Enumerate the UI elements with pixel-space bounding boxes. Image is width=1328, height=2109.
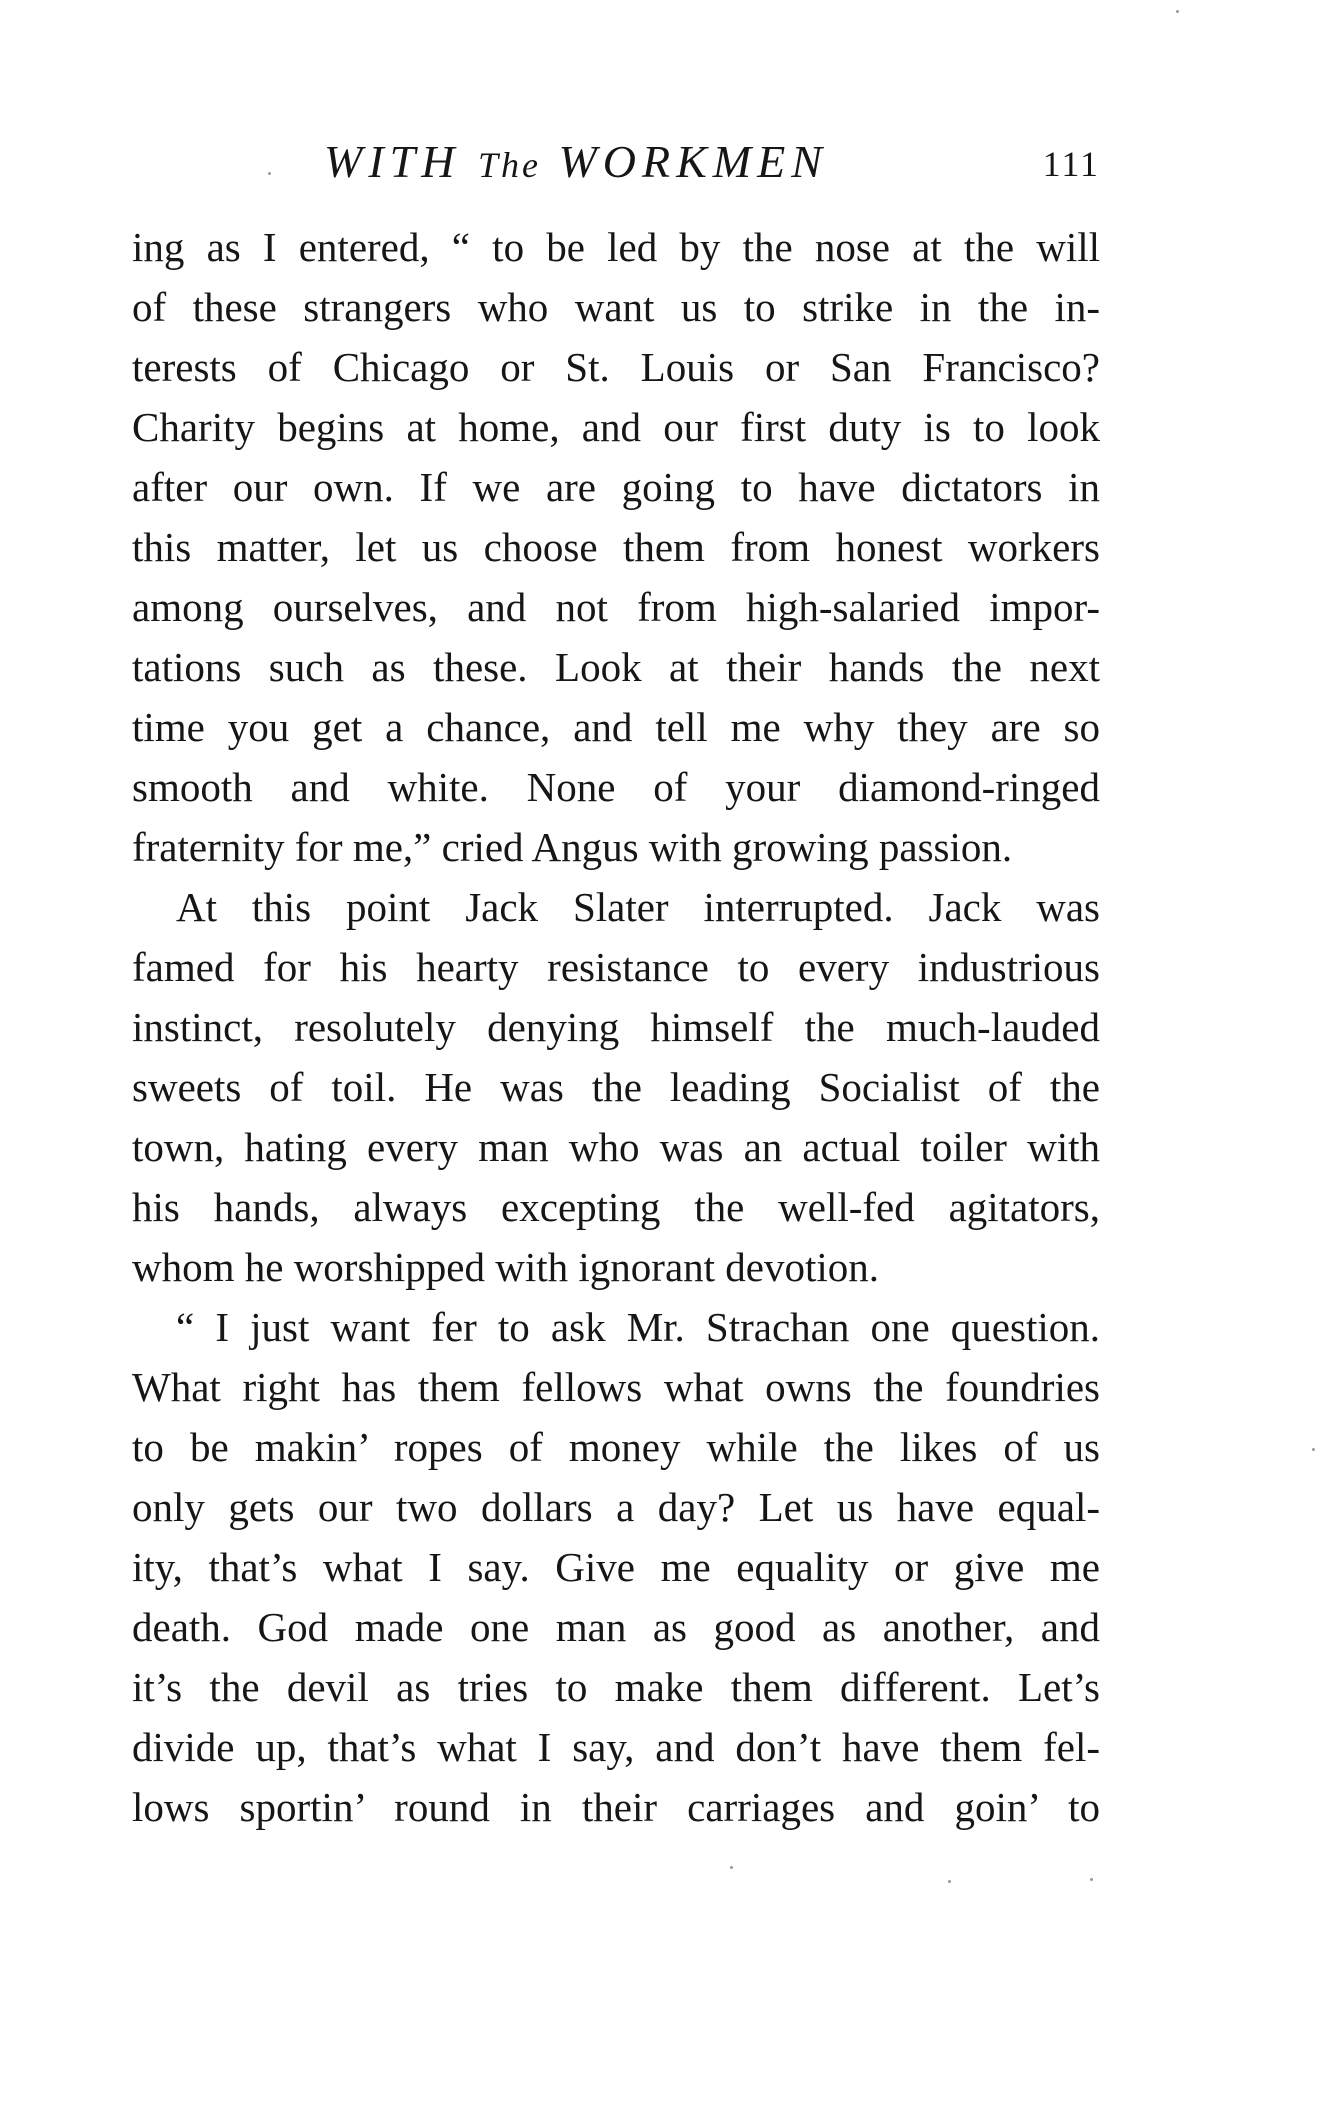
text-line: What right has them fellows what owns the foundries xyxy=(132,1364,1100,1410)
text-line: his hands, always excepting the well-fed agitators, xyxy=(132,1184,1100,1230)
text-line: death. God made one man as good as another, and xyxy=(132,1604,1100,1650)
paper-speck xyxy=(1312,1448,1315,1451)
running-head xyxy=(132,132,1100,192)
running-title xyxy=(324,132,828,195)
text-line: tations such as these. Look at their hands the next xyxy=(132,644,1100,690)
text-line: after our own. If we are going to have dictators in xyxy=(132,464,1100,510)
running-title-workmen: WORKMEN xyxy=(558,136,828,187)
text-line: town, hating every man who was an actual toiler with xyxy=(132,1124,1100,1170)
text-line: smooth and white. None of your diamond-ringed xyxy=(132,764,1100,810)
text-line: ity, that’s what I say. Give me equality or give me xyxy=(132,1544,1100,1590)
paragraph-start-line: At this point Jack Slater interrupted. Jack was xyxy=(176,884,1100,930)
text-line: lows sportin’ round in their carriages and goin’ to xyxy=(132,1784,1100,1830)
paper-speck xyxy=(1176,10,1179,13)
page-number: 111 xyxy=(1042,144,1100,184)
text-line: among ourselves, and not from high-salaried impor- xyxy=(132,584,1100,630)
paragraph-end-line: fraternity for me,” cried Angus with growing passion. xyxy=(132,824,1013,870)
text-line: it’s the devil as tries to make them different. Let’s xyxy=(132,1664,1100,1710)
text-line: Charity begins at home, and our first duty is to look xyxy=(132,404,1100,450)
text-line: divide up, that’s what I say, and don’t have them fel- xyxy=(132,1724,1100,1770)
text-line: instinct, resolutely denying himself the much-lauded xyxy=(132,1004,1100,1050)
paragraph-end-line: whom he worshipped with ignorant devotion. xyxy=(132,1244,880,1290)
text-line: sweets of toil. He was the leading Socialist of the xyxy=(132,1064,1100,1110)
text-line: this matter, let us choose them from honest workers xyxy=(132,524,1100,570)
text-line: to be makin’ ropes of money while the likes of us xyxy=(132,1424,1100,1470)
text-line: of these strangers who want us to strike in the in- xyxy=(132,284,1100,330)
running-title-the: The xyxy=(477,145,541,185)
paper-speck xyxy=(948,1880,951,1883)
paragraph-start-line: “ I just want fer to ask Mr. Strachan one question. xyxy=(176,1304,1100,1350)
text-line: time you get a chance, and tell me why they are so xyxy=(132,704,1100,750)
paper-speck xyxy=(268,172,271,175)
body-text xyxy=(132,217,1100,1837)
text-line: famed for his hearty resistance to every industrious xyxy=(132,944,1100,990)
running-title-with: WITH xyxy=(324,136,461,187)
paper-speck xyxy=(1090,1878,1093,1881)
text-line: terests of Chicago or St. Louis or San Francisco? xyxy=(132,344,1100,390)
paper-speck xyxy=(730,1866,733,1869)
text-line: only gets our two dollars a day? Let us have equal- xyxy=(132,1484,1100,1530)
text-line: ing as I entered, “ to be led by the nose at the will xyxy=(132,224,1100,270)
